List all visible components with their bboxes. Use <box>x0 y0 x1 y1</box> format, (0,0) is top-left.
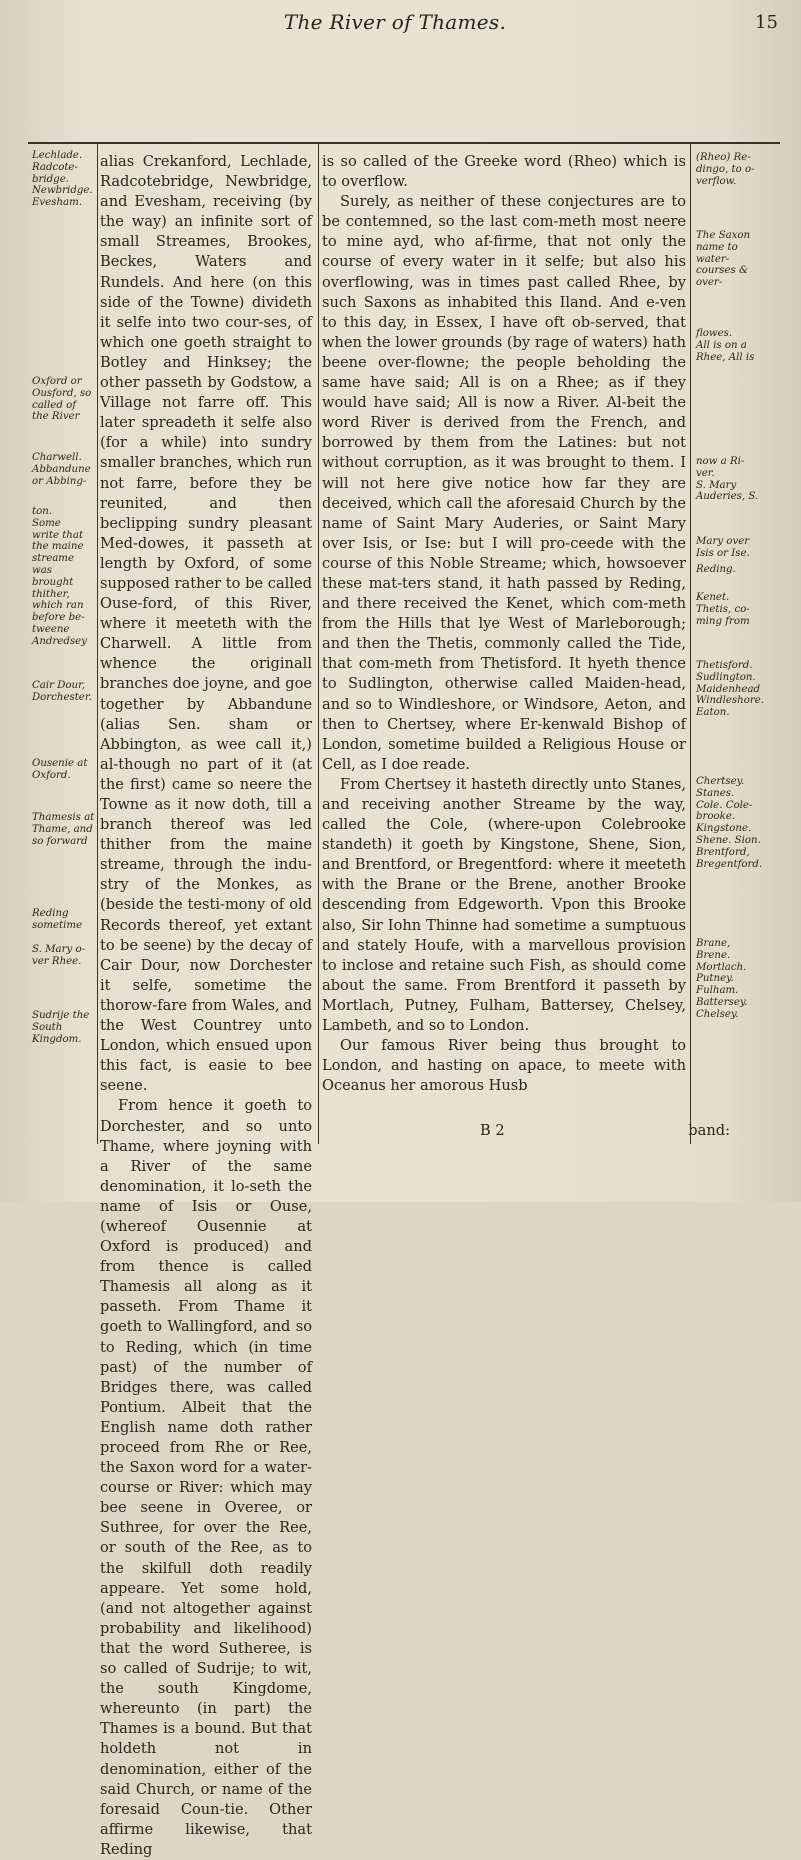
margin-note: Charwell. Abbandune or Abbing- <box>32 452 91 487</box>
margin-note: The Saxon name to water- courses & over- <box>696 230 751 289</box>
paragraph: From hence it goeth to Dorchester, and so unto Thame, where joyning with a River of the same denomination, it lo-seth the name of Isis or Ouse, (whereof Ousennie at Oxford is produced) and from thence is called Thamesis all along as it passeth. From Thame it goeth to Wallingford, and so to Reding, which (in time past) of the number of Bridges there, was called Pontium. Albeit that the English name doth rather proceed from Rhe or Ree, the Saxon word for a water-course or River: which may bee seene in Overee, or Suthree, for over the Ree, or south of the Ree, as to the skilfull doth readily appeare. Yet some hold, (and not altogether against probability and likelihood) that the word Sutheree, is so called of Sudrije; to wit, the south Kingdome, whereunto (in part) the Thames is a bound. But that holdeth not in denomination, either of the said Church, or name of the foresaid Coun-tie. Other affirme likewise, that Reding <box>100 1097 312 1858</box>
margin-note: Sudrije the South Kingdom. <box>32 1010 90 1045</box>
margin-note: S. Mary o- ver Rhee. <box>32 944 86 967</box>
footer-line <box>420 1122 730 1142</box>
margin-note: Reding. <box>696 564 736 575</box>
margin-note: Thetisford. Sudlington. Maidenhead Windleshore. Eaton. <box>696 660 764 719</box>
text-column-left <box>100 152 312 1860</box>
catchword: band: <box>688 1122 730 1139</box>
margin-note: Chertsey. Stanes. Cole. Cole- brooke. Kingstone. Shene. Sion. Brentford, Bregentford. <box>696 776 763 870</box>
margin-note: Oxford or Ousford, so called of the River <box>32 376 92 423</box>
paragraph: is so called of the Greeke word (Rheo) which is to overflow. <box>322 153 686 191</box>
margin-note: now a Ri- ver. S. Mary Auderies, S. <box>696 456 759 503</box>
signature-mark: B 2 <box>480 1122 505 1139</box>
margin-note: ton. Some write that the maine streame was brought thither, which ran before be- tweene Andredsey <box>32 506 87 647</box>
paragraph: Our famous River being thus brought to London, and hasting on apace, to meete with Oceanus her amorous Husb <box>322 1037 686 1095</box>
margin-note: Cair Dour, Dorchester. <box>32 680 92 703</box>
header-rule <box>28 142 780 144</box>
margin-note: flowes. All is on a Rhee, All is <box>696 328 755 363</box>
margin-note: Ousenie at Oxford. <box>32 758 88 781</box>
paragraph: From Chertsey it hasteth directly unto Stanes, and receiving another Streame by the way, called the Cole, (where-upon Colebrooke standeth) it goeth by Kingstone, Shene, Sion, and Brentford, or Bregentford: where it meeteth with the Brane or the Brene, another Brooke descending from Edgeworth. Vpon this Brooke also, Sir Iohn Thinne had sometime a sumptuous and stately Houfe, with a marvellous provision to inclose and retaine such Fish, as should come about the same. From Brentford it passeth by Mortlach, Putney, Fulham, Battersey, Chelsey, Lambeth, and so to London. <box>322 775 686 1035</box>
left-margin-notes <box>32 150 98 1130</box>
page-header <box>0 6 801 42</box>
paragraph: alias Crekanford, Lechlade, Radcotebridge, Newbridge, and Evesham, receiving (by the way) an infinite sort of small Streames, Brookes, Beckes, Waters and Rundels. And here (on this side of the Towne) divideth it selfe into two cour-ses, of which one goeth straight to Botley and Hinksey; the other passeth by Godstow, a Village not farre off. This later spreadeth it selfe also (for a while) into sundry smaller branches, which run not farre, before they be reunited, and then beclipping sundry pleasant Med-dowes, it passeth at length by Oxford, of some supposed rather to be called Ouse-ford, of this River, where it meeteth with the Charwell. A little from whence the originall branches doe joyne, and goe together by Abbandune (alias Sen. sham or Abbington, as wee call it,) al-though no part of it (at the first) came so neere the Towne as it now doth, till a branch thereof was led thither from the maine streame, through the indu-stry of the Monkes, as (beside the testi-mony of old Records thereof, yet extant to be seene) by the decay of Cair Dour, now Dorchester it selfe, sometime the thorow-fare from Wales, and the West Countrey unto London, which ensued upon this fact, is easie to bee seene. <box>100 153 312 1095</box>
column-divider <box>318 144 319 1144</box>
paragraph: Surely, as neither of these conjectures are to be contemned, so the last com-meth most neere to mine ayd, who af-firme, that not only the course of every water in it selfe; but also his overflowing, was in times past called Rhee, by such Saxons as inhabited this Iland. And e-ven to this day, in Essex, I have oft ob-served, that when the lower grounds (by rage of waters) hath beene over-flowne; the people beholding the same have said; All is on a Rhee; as if they would have said; All is now a River. Al-beit the word River is derived from the French, and borrowed by them from the Latines: but not without corruption, as it was brought to them. I will not here give notice how far they are deceived, which call the aforesaid Church by the name of Saint Mary Auderies, or Saint Mary over Isis, or Ise: but I will pro-ceede with the course of this Noble Streame; which, howsoever these mat-ters stand, it hath passed by Reding, and there received the Kenet, which com-meth from the Hills that lye West of Marleborough; and then the Thetis, commonly called the Tide, that com-meth from Thetisford. It hyeth thence to Sudlington, otherwise called Maiden-head, and so to Windleshore, or Windsore, Aeton, and then to Chertsey, where Er-kenwald Bishop of London, sometime builded a Religious House or Cell, as I doe reade. <box>322 193 686 773</box>
margin-note: Reding sometime <box>32 908 83 931</box>
margin-note: Mary over Isis or Ise. <box>696 536 750 559</box>
margin-note: Lechlade. Radcote- bridge. Newbridge. Evesham. <box>32 150 93 209</box>
running-title: The River of Thames. <box>283 10 507 34</box>
text-column-right <box>322 152 686 1096</box>
margin-note: Thamesis at Thame, and so forward <box>32 812 95 847</box>
right-margin-rule <box>690 144 691 1144</box>
margin-note: Brane, Brene. Mortlach. Putney. Fulham. Battersey. Chelsey. <box>696 938 748 1020</box>
right-margin-notes <box>696 152 768 1132</box>
page-number: 15 <box>755 12 778 33</box>
margin-note: (Rheo) Re- dingo, to o- verflow. <box>696 152 755 187</box>
margin-note: Kenet. Thetis, co- ming from <box>696 592 750 627</box>
